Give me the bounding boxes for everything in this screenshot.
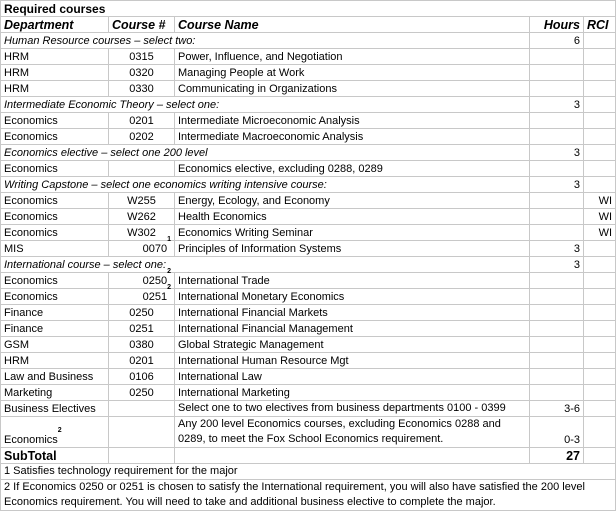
course-name-cell: Communicating in Organizations bbox=[175, 81, 530, 97]
department-cell: GSM bbox=[1, 337, 109, 353]
footnote-row bbox=[1, 464, 616, 480]
section-row bbox=[1, 257, 616, 273]
subtotal-label: SubTotal bbox=[1, 448, 109, 464]
course-number-cell: 0250$^2$ bbox=[109, 273, 175, 289]
section-hours: 3 bbox=[530, 257, 584, 273]
section-hours: 3 bbox=[530, 97, 584, 113]
department-cell: HRM bbox=[1, 49, 109, 65]
table-row bbox=[1, 305, 616, 321]
footnote-1: 1 Satisfies technology requirement for the major bbox=[1, 464, 616, 480]
table-row bbox=[1, 289, 616, 305]
course-name-cell: Managing People at Work bbox=[175, 65, 530, 81]
section-label: Writing Capstone – select one economics writing intensive course: bbox=[1, 177, 530, 193]
table-row bbox=[1, 385, 616, 401]
course-name-cell: International Human Resource Mgt bbox=[175, 353, 530, 369]
subtotal-hours: 27 bbox=[530, 448, 584, 464]
course-name-cell: Any 200 level Economics courses, excluding Economics 0288 and 0289, to meet the Fox School Economics requirement. bbox=[175, 417, 530, 448]
table-row bbox=[1, 113, 616, 129]
course-number-cell: 0106 bbox=[109, 369, 175, 385]
footnote-marker: 2 bbox=[57, 427, 62, 434]
table-row bbox=[1, 401, 616, 417]
hours-cell: 3 bbox=[530, 241, 584, 257]
department-cell: Law and Business bbox=[1, 369, 109, 385]
rci-cell: WI bbox=[584, 209, 616, 225]
section-hours: 3 bbox=[530, 145, 584, 161]
course-number-cell: 0201 bbox=[109, 353, 175, 369]
course-number-cell: 0330 bbox=[109, 81, 175, 97]
section-label: International course – select one: bbox=[1, 257, 530, 273]
table-row bbox=[1, 337, 616, 353]
course-number-cell: 0201 bbox=[109, 113, 175, 129]
table-row bbox=[1, 225, 616, 241]
course-number-cell: 0315 bbox=[109, 49, 175, 65]
title-row bbox=[1, 1, 616, 17]
course-name-cell: International Financial Markets bbox=[175, 305, 530, 321]
department-cell: Economics bbox=[1, 161, 109, 177]
course-number-cell: 0250 bbox=[109, 385, 175, 401]
course-name-cell: International Monetary Economics bbox=[175, 289, 530, 305]
subtotal-row bbox=[1, 448, 616, 464]
table-row bbox=[1, 209, 616, 225]
table-row bbox=[1, 65, 616, 81]
course-name-cell: Intermediate Microeconomic Analysis bbox=[175, 113, 530, 129]
table-title: Required courses bbox=[1, 1, 616, 17]
section-row bbox=[1, 33, 616, 49]
table-row bbox=[1, 241, 616, 257]
course-name-cell: Economics elective, excluding 0288, 0289 bbox=[175, 161, 530, 177]
header-course-number: Course # bbox=[109, 17, 175, 33]
course-number-cell: W262 bbox=[109, 209, 175, 225]
course-number-cell: 0250 bbox=[109, 305, 175, 321]
course-name-cell: International Marketing bbox=[175, 385, 530, 401]
department-cell: Marketing bbox=[1, 385, 109, 401]
department-cell: Business Electives bbox=[1, 401, 109, 417]
hours-cell: 3-6 bbox=[530, 401, 584, 417]
course-number-cell: 0070$^1$ bbox=[109, 241, 175, 257]
table-row bbox=[1, 49, 616, 65]
hours-cell: 0-3 bbox=[530, 417, 584, 448]
header-hours: Hours bbox=[530, 17, 584, 33]
course-number-cell: 0380 bbox=[109, 337, 175, 353]
footnote-marker: 2 bbox=[167, 284, 171, 291]
table-row bbox=[1, 193, 616, 209]
table-row bbox=[1, 81, 616, 97]
course-name-cell: Economics Writing Seminar bbox=[175, 225, 530, 241]
department-cell: HRM bbox=[1, 353, 109, 369]
course-name-cell: Power, Influence, and Negotiation bbox=[175, 49, 530, 65]
course-name-cell: International Law bbox=[175, 369, 530, 385]
course-name-cell: Principles of Information Systems bbox=[175, 241, 530, 257]
department-cell: Economics$^2$ bbox=[1, 417, 109, 448]
header-department: Department bbox=[1, 17, 109, 33]
section-label: Economics elective – select one 200 level bbox=[1, 145, 530, 161]
department-cell: HRM bbox=[1, 81, 109, 97]
footnote-2: 2 If Economics 0250 or 0251 is chosen to satisfy the International requirement, you will also have satisfied the 200 level Economics requirement. You will need to take and additional business elective to complete the major. bbox=[1, 480, 616, 511]
table-row bbox=[1, 417, 616, 448]
course-name-cell: Select one to two electives from business departments 0100 - 0399 bbox=[175, 401, 530, 417]
department-cell: HRM bbox=[1, 65, 109, 81]
department-cell: Finance bbox=[1, 321, 109, 337]
section-hours: 6 bbox=[530, 33, 584, 49]
table-row bbox=[1, 369, 616, 385]
rci-cell: WI bbox=[584, 225, 616, 241]
section-hours: 3 bbox=[530, 177, 584, 193]
department-cell: Finance bbox=[1, 305, 109, 321]
department-cell: Economics bbox=[1, 113, 109, 129]
course-number-cell: W302 bbox=[109, 225, 175, 241]
course-number-cell: 0202 bbox=[109, 129, 175, 145]
course-name-cell: Health Economics bbox=[175, 209, 530, 225]
table-row bbox=[1, 129, 616, 145]
footnote-marker: 2 bbox=[167, 268, 171, 275]
department-cell: MIS bbox=[1, 241, 109, 257]
department-cell: Economics bbox=[1, 209, 109, 225]
rci-cell: WI bbox=[584, 193, 616, 209]
section-row bbox=[1, 145, 616, 161]
department-cell: Economics bbox=[1, 273, 109, 289]
department-cell: Economics bbox=[1, 225, 109, 241]
course-number-cell: W255 bbox=[109, 193, 175, 209]
department-cell: Economics bbox=[1, 129, 109, 145]
table-row bbox=[1, 273, 616, 289]
course-name-cell: Global Strategic Management bbox=[175, 337, 530, 353]
header-rci: RCI bbox=[584, 17, 616, 33]
course-number-cell: 0251$^2$ bbox=[109, 289, 175, 305]
footnote-row bbox=[1, 480, 616, 511]
header-course-name: Course Name bbox=[175, 17, 530, 33]
department-cell: Economics bbox=[1, 193, 109, 209]
header-row bbox=[1, 17, 616, 33]
section-label: Human Resource courses – select two: bbox=[1, 33, 530, 49]
table-row bbox=[1, 161, 616, 177]
course-name-cell: International Financial Management bbox=[175, 321, 530, 337]
section-label: Intermediate Economic Theory – select one: bbox=[1, 97, 530, 113]
footnote-marker: 1 bbox=[167, 236, 171, 243]
table-row bbox=[1, 321, 616, 337]
section-row bbox=[1, 97, 616, 113]
course-name-cell: International Trade bbox=[175, 273, 530, 289]
table-row bbox=[1, 353, 616, 369]
course-number-cell: 0251 bbox=[109, 321, 175, 337]
course-name-cell: Intermediate Macroeconomic Analysis bbox=[175, 129, 530, 145]
course-name-cell: Energy, Ecology, and Economy bbox=[175, 193, 530, 209]
department-cell: Economics bbox=[1, 289, 109, 305]
section-row bbox=[1, 177, 616, 193]
course-number-cell: 0320 bbox=[109, 65, 175, 81]
